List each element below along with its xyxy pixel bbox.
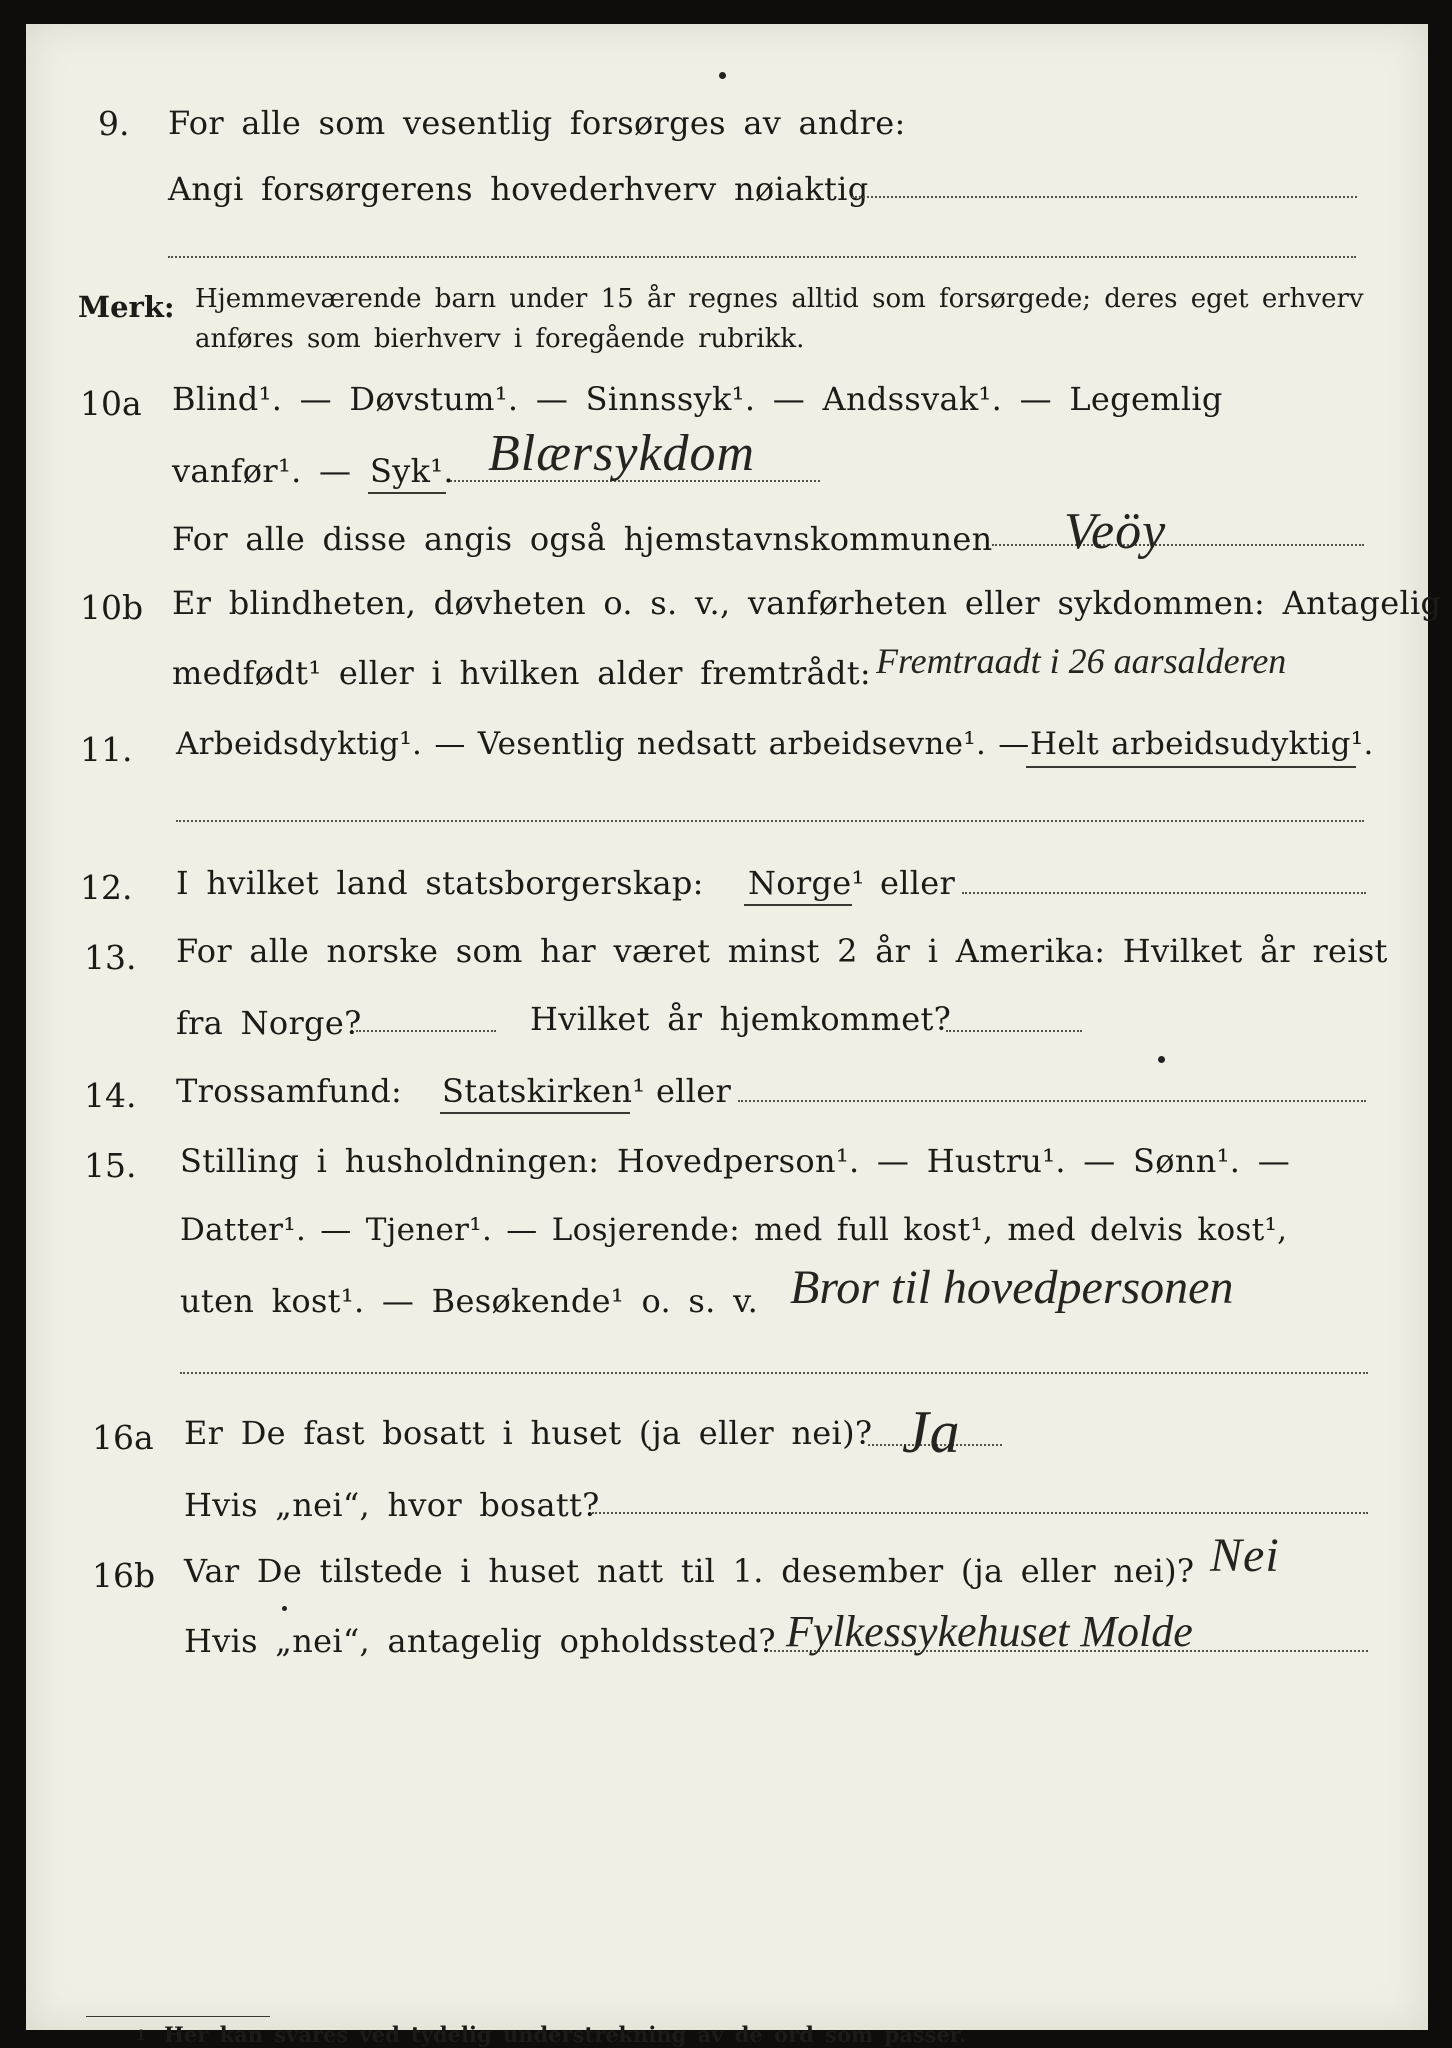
- underline-mark: [368, 492, 446, 494]
- answer-line[interactable]: [738, 1100, 1366, 1102]
- question-text: fra Norge?: [176, 1004, 362, 1042]
- question-text: Trossamfund:: [176, 1072, 403, 1110]
- selected-option: Helt arbeidsudyktig¹.: [1030, 726, 1374, 762]
- question-number: 13.: [84, 938, 137, 977]
- question-number: 10a: [80, 384, 142, 423]
- question-number: 10b: [80, 588, 144, 627]
- footnote-rule: [86, 2016, 270, 2017]
- footnote-text: Her kan svares ved tydelig understrekning av de ord som passer.: [164, 2022, 967, 2047]
- selected-option: Statskirken¹: [442, 1072, 646, 1110]
- question-text: eller: [656, 1072, 732, 1110]
- question-text: Hvis „nei“, hvor bosatt?: [184, 1486, 600, 1524]
- question-text: Er blindheten, døvheten o. s. v., vanførheten eller sykdommen: Antagelig: [172, 584, 1442, 622]
- note-text: anføres som bierhverv i foregående rubrikk.: [195, 324, 805, 354]
- question-text: Angi forsørgerens hovederhverv nøiaktig: [168, 170, 869, 208]
- note-text: Hjemmeværende barn under 15 år regnes alltid som forsørgede; deres eget erhverv: [195, 284, 1364, 314]
- ink-speck: [1158, 1056, 1165, 1063]
- answer-line[interactable]: [168, 256, 1356, 258]
- footnote-mark: 1: [136, 2028, 146, 2044]
- handwritten-answer: Nei: [1210, 1529, 1280, 1582]
- selected-option: Syk¹.: [370, 452, 454, 490]
- question-number: 12.: [80, 868, 133, 907]
- answer-line[interactable]: [962, 892, 1366, 894]
- underline-mark: [744, 904, 852, 906]
- handwritten-answer: Ja: [902, 1399, 961, 1465]
- question-text: Datter¹. — Tjener¹. — Losjerende: med full kost¹, med delvis kost¹,: [180, 1212, 1288, 1248]
- answer-line[interactable]: [180, 1372, 1368, 1374]
- question-text: Hvis „nei“, antagelig opholdssted?: [184, 1622, 776, 1660]
- question-text: Er De fast bosatt i huset (ja eller nei)?: [184, 1414, 873, 1452]
- underline-mark: [440, 1112, 630, 1114]
- ink-speck: [719, 72, 726, 79]
- answer-line[interactable]: [356, 1030, 496, 1032]
- question-text: For alle norske som har været minst 2 år i Amerika: Hvilket år reist: [176, 932, 1388, 970]
- answer-line[interactable]: [852, 196, 1357, 198]
- answer-line[interactable]: [946, 1030, 1082, 1032]
- handwritten-answer: Fremtraadt i 26 aarsalderen: [876, 641, 1287, 681]
- question-text: Hvilket år hjemkommet?: [530, 1000, 952, 1038]
- question-number: 16a: [92, 1418, 154, 1457]
- question-text: uten kost¹. — Besøkende¹ o. s. v.: [180, 1282, 759, 1320]
- handwritten-answer: Veöy: [1064, 503, 1167, 560]
- handwritten-answer: Bror til hovedpersonen: [790, 1261, 1234, 1314]
- question-text: For alle disse angis også hjemstavnskommunen: [172, 520, 993, 558]
- question-text: eller: [880, 864, 956, 902]
- selected-option: Norge¹: [748, 864, 865, 902]
- question-text: Arbeidsdyktig¹. — Vesentlig nedsatt arbeidsevne¹. —: [176, 726, 1030, 762]
- question-text: I hvilket land statsborgerskap:: [176, 864, 704, 902]
- underline-mark: [1026, 766, 1356, 768]
- question-text: medfødt¹ eller i hvilken alder fremtrådt:: [172, 654, 871, 692]
- question-number: 15.: [84, 1146, 137, 1185]
- note-label: Merk:: [78, 290, 175, 324]
- handwritten-answer: Blærsykdom: [488, 425, 756, 482]
- question-number: 11.: [80, 730, 133, 769]
- question-number: 14.: [84, 1076, 137, 1115]
- answer-line[interactable]: [592, 1512, 1368, 1514]
- question-number: 9.: [98, 104, 130, 143]
- ink-speck: [282, 1606, 287, 1611]
- handwritten-answer: Fylkessykehuset Molde: [786, 1607, 1193, 1656]
- question-text: Var De tilstede i huset natt til 1. desember (ja eller nei)?: [184, 1552, 1195, 1590]
- question-text: vanfør¹. —: [172, 452, 352, 490]
- answer-line[interactable]: [992, 544, 1364, 546]
- answer-line[interactable]: [176, 820, 1364, 822]
- question-number: 16b: [92, 1556, 156, 1595]
- question-text: Blind¹. — Døvstum¹. — Sinnssyk¹. — Andssvak¹. — Legemlig: [172, 380, 1223, 418]
- question-text: Stilling i husholdningen: Hovedperson¹. — Hustru¹. — Sønn¹. —: [180, 1142, 1291, 1180]
- question-text: For alle som vesentlig forsørges av andre:: [168, 104, 906, 142]
